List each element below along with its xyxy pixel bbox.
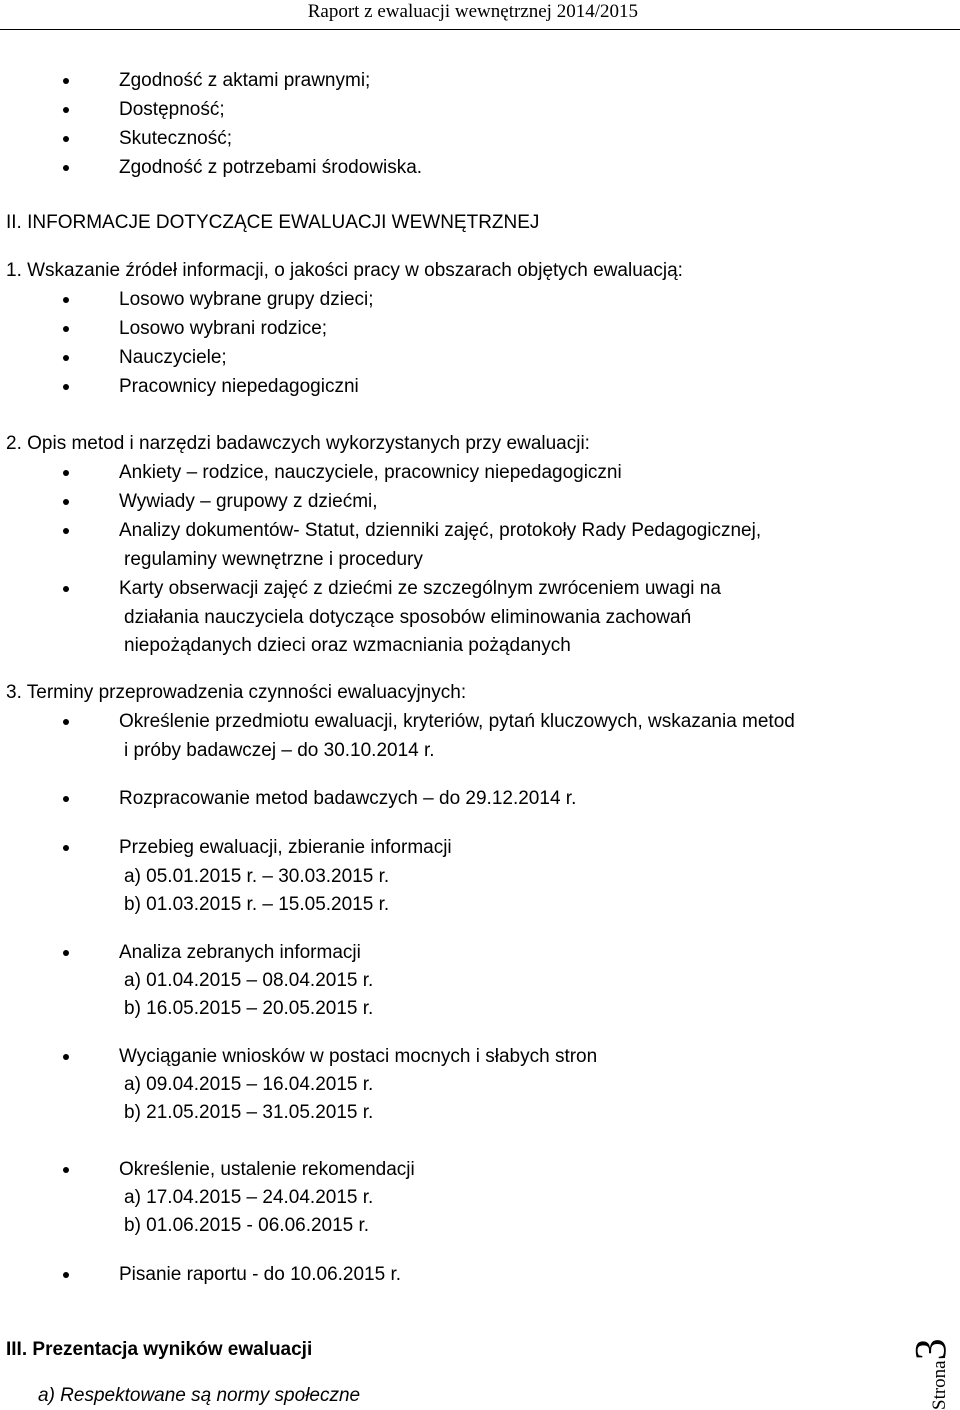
section-heading: II. INFORMACJE DOTYCZĄCE EWALUACJI WEWNĘTRZNEJ <box>6 212 540 233</box>
page-number <box>906 1320 960 1410</box>
list-item: Analiza zebranych informacji <box>119 942 361 963</box>
list-item-continuation: regulaminy wewnętrzne i procedury <box>124 549 423 570</box>
list-item: Wywiady – grupowy z dziećmi, <box>119 491 378 512</box>
list-item: Skuteczność; <box>119 128 232 149</box>
list-item: Zgodność z potrzebami środowiska. <box>119 157 423 178</box>
page-number-value: 3 <box>906 1338 955 1361</box>
date-range: b) 21.05.2015 – 31.05.2015 r. <box>124 1102 374 1123</box>
date-range: a) 01.04.2015 – 08.04.2015 r. <box>124 970 374 991</box>
list-item: Losowo wybrani rodzice; <box>119 318 328 339</box>
date-range: a) 17.04.2015 – 24.04.2015 r. <box>124 1187 374 1208</box>
list-item: Dostępność; <box>119 99 225 120</box>
date-range: a) 09.04.2015 – 16.04.2015 r. <box>124 1074 374 1095</box>
list-item: Analizy dokumentów- Statut, dzienniki zajęć, protokoły Rady Pedagogicznej, <box>119 520 762 541</box>
list-item: Przebieg ewaluacji, zbieranie informacji <box>119 837 452 858</box>
list-item: Pisanie raportu - do 10.06.2015 r. <box>119 1264 402 1285</box>
date-range: b) 01.03.2015 r. – 15.05.2015 r. <box>124 894 390 915</box>
list-item-continuation: działania nauczyciela dotyczące sposobów eliminowania zachowań <box>124 607 692 628</box>
subsection-heading: a) Respektowane są normy społeczne <box>38 1385 361 1406</box>
point-heading: 2. Opis metod i narzędzi badawczych wykorzystanych przy ewaluacji: <box>6 433 590 454</box>
list-item: Określenie przedmiotu ewaluacji, kryteriów, pytań kluczowych, wskazania metod <box>119 711 795 732</box>
list-item: Zgodność z aktami prawnymi; <box>119 70 371 91</box>
document-header-title: Raport z ewaluacji wewnętrznej 2014/2015 <box>307 1 638 22</box>
list-item: Wyciąganie wniosków w postaci mocnych i słabych stron <box>119 1046 598 1067</box>
list-item-continuation: i próby badawczej – do 30.10.2014 r. <box>124 740 435 761</box>
point-heading: 1. Wskazanie źródeł informacji, o jakości pracy w obszarach objętych ewaluacją: <box>6 260 683 281</box>
list-item: Rozpracowanie metod badawczych – do 29.12.2014 r. <box>119 788 577 809</box>
list-item: Określenie, ustalenie rekomendacji <box>119 1159 415 1180</box>
list-item: Nauczyciele; <box>119 347 227 368</box>
section-heading: III. Prezentacja wyników ewaluacji <box>6 1339 313 1360</box>
header-divider <box>0 29 960 30</box>
date-range: b) 01.06.2015 - 06.06.2015 r. <box>124 1215 370 1236</box>
list-item-continuation: niepożądanych dzieci oraz wzmacniania pożądanych <box>124 635 571 656</box>
list-item: Pracownicy niepedagogiczni <box>119 376 359 397</box>
list-item: Ankiety – rodzice, nauczyciele, pracownicy niepedagogiczni <box>119 462 622 483</box>
point-heading: 3. Terminy przeprowadzenia czynności ewaluacyjnych: <box>6 682 467 703</box>
list-item: Karty obserwacji zajęć z dziećmi ze szczególnym zwróceniem uwagi na <box>119 578 721 599</box>
date-range: a) 05.01.2015 r. – 30.03.2015 r. <box>124 866 390 887</box>
date-range: b) 16.05.2015 – 20.05.2015 r. <box>124 998 374 1019</box>
list-item: Losowo wybrane grupy dzieci; <box>119 289 374 310</box>
page-label: Strona <box>929 1360 950 1410</box>
